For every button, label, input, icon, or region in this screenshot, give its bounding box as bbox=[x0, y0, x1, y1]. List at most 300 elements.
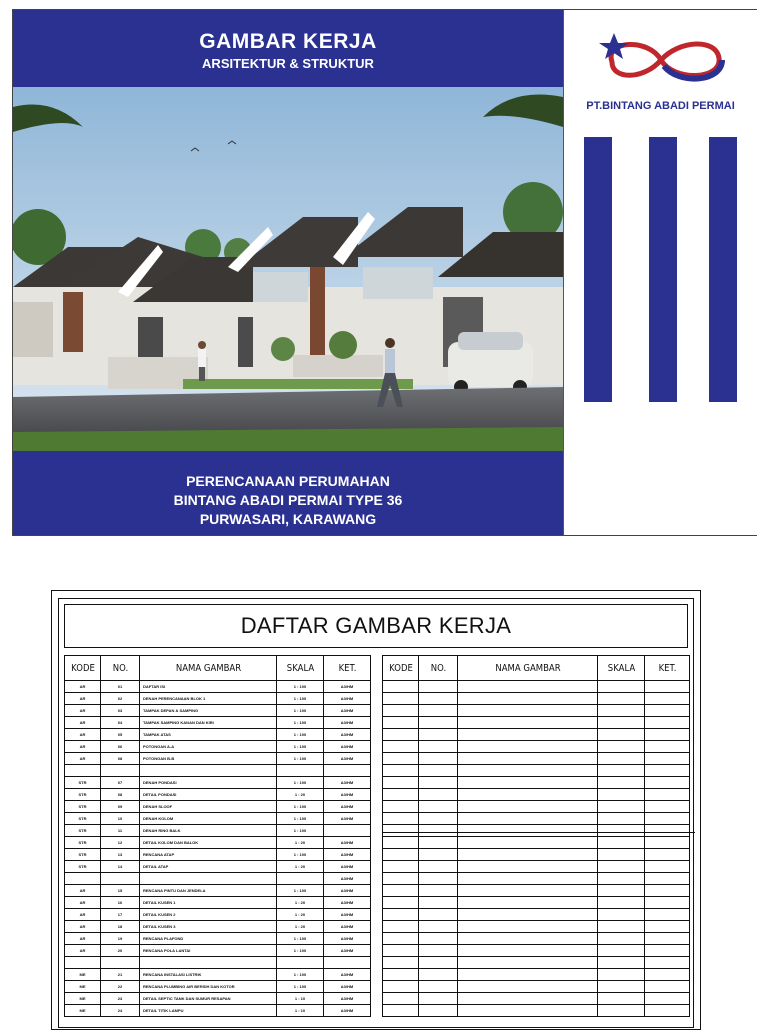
table-row-empty bbox=[383, 789, 690, 801]
table-header-row bbox=[383, 656, 690, 681]
table-row-empty bbox=[383, 765, 690, 777]
cell-no: 22 bbox=[101, 981, 140, 993]
empty-cell bbox=[645, 813, 690, 825]
table-row bbox=[65, 813, 371, 825]
empty-cell bbox=[598, 837, 645, 849]
cell-skala: 1 : 100 bbox=[277, 969, 324, 981]
cell-nama-gambar bbox=[140, 873, 277, 885]
cell-skala: 1 : 20 bbox=[277, 897, 324, 909]
empty-cell bbox=[383, 885, 419, 897]
table-row-empty bbox=[383, 693, 690, 705]
empty-cell bbox=[419, 921, 458, 933]
table-row bbox=[65, 981, 371, 993]
empty-cell bbox=[383, 753, 419, 765]
cell-kode bbox=[65, 765, 101, 777]
empty-cell bbox=[645, 693, 690, 705]
cell-kode: STR bbox=[65, 825, 101, 837]
col-header-ket: KET. bbox=[648, 656, 686, 681]
cover-right-panel bbox=[563, 10, 757, 535]
table-row-empty bbox=[383, 717, 690, 729]
empty-cell bbox=[645, 885, 690, 897]
empty-cell bbox=[645, 921, 690, 933]
empty-cell bbox=[458, 993, 598, 1005]
table-row bbox=[65, 705, 371, 717]
cell-kode: AR bbox=[65, 741, 101, 753]
table-row bbox=[65, 921, 371, 933]
cover-title: GAMBAR KERJA bbox=[199, 30, 377, 53]
table-row bbox=[65, 717, 371, 729]
empty-cell bbox=[598, 873, 645, 885]
title-band bbox=[13, 10, 563, 87]
cell-kode: STR bbox=[65, 789, 101, 801]
empty-cell bbox=[419, 849, 458, 861]
table-row bbox=[65, 957, 371, 969]
empty-cell bbox=[419, 957, 458, 969]
table-row-empty bbox=[383, 741, 690, 753]
empty-cell bbox=[645, 705, 690, 717]
cell-no bbox=[101, 873, 140, 885]
cell-kode: ME bbox=[65, 969, 101, 981]
empty-cell bbox=[645, 993, 690, 1005]
cell-no bbox=[101, 957, 140, 969]
cell-skala: 1 : 20 bbox=[277, 837, 324, 849]
cell-no: 11 bbox=[101, 825, 140, 837]
empty-cell bbox=[645, 981, 690, 993]
empty-cell bbox=[419, 897, 458, 909]
empty-cell bbox=[458, 909, 598, 921]
table-row-empty bbox=[383, 945, 690, 957]
empty-cell bbox=[419, 681, 458, 693]
empty-cell bbox=[419, 789, 458, 801]
empty-cell bbox=[383, 933, 419, 945]
table-row-empty bbox=[383, 801, 690, 813]
cell-ket: A3/HM bbox=[324, 741, 371, 753]
empty-cell bbox=[383, 921, 419, 933]
col-header-no: NO. bbox=[103, 656, 136, 681]
empty-cell bbox=[419, 813, 458, 825]
cell-no: 19 bbox=[101, 933, 140, 945]
cell-ket: A3/HM bbox=[324, 945, 371, 957]
blue-stripe-3 bbox=[709, 137, 737, 402]
empty-cell bbox=[383, 945, 419, 957]
cell-no: 08 bbox=[101, 789, 140, 801]
empty-cell bbox=[383, 909, 419, 921]
empty-cell bbox=[458, 717, 598, 729]
empty-cell bbox=[645, 801, 690, 813]
empty-cell bbox=[598, 885, 645, 897]
drawing-list-table-right bbox=[382, 655, 690, 1017]
cell-nama-gambar: TAMPAK ATAS bbox=[140, 729, 277, 741]
empty-cell bbox=[645, 945, 690, 957]
empty-cell bbox=[458, 897, 598, 909]
table-row bbox=[65, 765, 371, 777]
table-row-empty bbox=[383, 873, 690, 885]
empty-cell bbox=[598, 945, 645, 957]
cell-skala: 1 : 100 bbox=[277, 741, 324, 753]
table-row bbox=[65, 861, 371, 873]
blue-stripe-2 bbox=[649, 137, 677, 402]
cover-subtitle: ARSITEKTUR & STRUKTUR bbox=[202, 56, 374, 71]
table-row-empty bbox=[383, 909, 690, 921]
cell-skala: 1 : 100 bbox=[277, 933, 324, 945]
table-row bbox=[65, 801, 371, 813]
empty-cell bbox=[419, 837, 458, 849]
empty-cell bbox=[419, 1005, 458, 1017]
cell-no: 09 bbox=[101, 801, 140, 813]
empty-cell bbox=[383, 849, 419, 861]
cell-nama-gambar: DENAH PERENCANAAN BLOK 1 bbox=[140, 693, 277, 705]
cell-kode: AR bbox=[65, 705, 101, 717]
cell-kode: AR bbox=[65, 909, 101, 921]
cell-skala: 1 : 100 bbox=[277, 717, 324, 729]
empty-cell bbox=[645, 969, 690, 981]
col-header-no: NO. bbox=[421, 656, 454, 681]
empty-cell bbox=[419, 801, 458, 813]
project-line-2: BINTANG ABADI PERMAI TYPE 36 bbox=[173, 492, 403, 508]
cell-kode: STR bbox=[65, 861, 101, 873]
cell-no: 17 bbox=[101, 909, 140, 921]
empty-cell bbox=[458, 765, 598, 777]
empty-cell bbox=[458, 969, 598, 981]
empty-cell bbox=[458, 801, 598, 813]
empty-cell bbox=[419, 753, 458, 765]
cell-nama-gambar: DETAIL PONDASI bbox=[140, 789, 277, 801]
empty-cell bbox=[598, 933, 645, 945]
empty-cell bbox=[419, 705, 458, 717]
empty-cell bbox=[458, 957, 598, 969]
empty-cell bbox=[419, 765, 458, 777]
empty-cell bbox=[645, 825, 690, 837]
cell-skala bbox=[277, 957, 324, 969]
empty-cell bbox=[645, 681, 690, 693]
cell-nama-gambar: RENCANA INSTALASI LISTRIK bbox=[140, 969, 277, 981]
table-row bbox=[65, 993, 371, 1005]
table-row bbox=[65, 837, 371, 849]
cell-skala: 1 : 100 bbox=[277, 777, 324, 789]
empty-cell bbox=[383, 873, 419, 885]
table-row bbox=[65, 909, 371, 921]
empty-cell bbox=[645, 717, 690, 729]
empty-cell bbox=[645, 837, 690, 849]
table-row-empty bbox=[383, 993, 690, 1005]
cell-skala: 1 : 100 bbox=[277, 981, 324, 993]
cell-no: 13 bbox=[101, 849, 140, 861]
cell-ket: A3/HM bbox=[324, 777, 371, 789]
cell-nama-gambar: DETAIL ATAP bbox=[140, 861, 277, 873]
table-row-empty bbox=[383, 921, 690, 933]
cell-ket: A3/HM bbox=[324, 705, 371, 717]
table-row bbox=[65, 777, 371, 789]
cell-no: 08 bbox=[101, 753, 140, 765]
empty-cell bbox=[383, 813, 419, 825]
cell-ket: A3/HM bbox=[324, 693, 371, 705]
table-row bbox=[65, 885, 371, 897]
drawing-list-table-left bbox=[64, 655, 371, 1017]
empty-cell bbox=[458, 693, 598, 705]
empty-cell bbox=[645, 957, 690, 969]
project-line-1: PERENCANAAN PERUMAHAN bbox=[186, 473, 390, 489]
cell-nama-gambar: DENAH PONDASI bbox=[140, 777, 277, 789]
cell-nama-gambar: DENAH RING BALK bbox=[140, 825, 277, 837]
empty-cell bbox=[419, 969, 458, 981]
empty-cell bbox=[419, 933, 458, 945]
cell-ket: A3/HM bbox=[324, 717, 371, 729]
cell-ket: A3/HM bbox=[324, 801, 371, 813]
cell-ket: A3/HM bbox=[324, 885, 371, 897]
empty-cell bbox=[383, 957, 419, 969]
cell-no: 18 bbox=[101, 921, 140, 933]
empty-cell bbox=[598, 969, 645, 981]
cell-kode: STR bbox=[65, 837, 101, 849]
cell-ket: A3/HM bbox=[324, 1005, 371, 1017]
table-row-empty bbox=[383, 1005, 690, 1017]
col-header-nama-gambar: NAMA GAMBAR bbox=[150, 656, 266, 681]
empty-cell bbox=[383, 681, 419, 693]
table-row bbox=[65, 789, 371, 801]
cell-no: 24 bbox=[101, 1005, 140, 1017]
table-row-empty bbox=[383, 837, 690, 849]
cell-ket: A3/HM bbox=[324, 981, 371, 993]
cell-no: 10 bbox=[101, 813, 140, 825]
blue-stripe-1 bbox=[584, 137, 612, 402]
empty-cell bbox=[419, 993, 458, 1005]
cell-skala: 1 : 20 bbox=[277, 921, 324, 933]
empty-cell bbox=[383, 1005, 419, 1017]
cell-nama-gambar: TAMPAK SAMPING KANAN DAN KIRI bbox=[140, 717, 277, 729]
cell-skala: 1 : 100 bbox=[277, 885, 324, 897]
table-row bbox=[65, 1005, 371, 1017]
table-row-empty bbox=[383, 681, 690, 693]
cell-ket: A3/HM bbox=[324, 897, 371, 909]
col-header-kode: KODE bbox=[385, 656, 416, 681]
cell-ket: A3/HM bbox=[324, 753, 371, 765]
cell-skala: 1 : 20 bbox=[277, 789, 324, 801]
empty-cell bbox=[598, 897, 645, 909]
empty-cell bbox=[419, 885, 458, 897]
empty-cell bbox=[598, 1005, 645, 1017]
empty-cell bbox=[645, 861, 690, 873]
empty-cell bbox=[598, 705, 645, 717]
cell-ket bbox=[324, 825, 371, 837]
project-line-3: PURWASARI, KARAWANG bbox=[199, 511, 377, 527]
cell-no: 02 bbox=[101, 693, 140, 705]
table-row bbox=[65, 741, 371, 753]
empty-cell bbox=[419, 825, 458, 837]
cell-no: 03 bbox=[101, 705, 140, 717]
cell-nama-gambar: RENCANA POLA LANTAI bbox=[140, 945, 277, 957]
empty-cell bbox=[419, 741, 458, 753]
empty-cell bbox=[419, 861, 458, 873]
cell-skala: 1 : 100 bbox=[277, 681, 324, 693]
table-row-empty bbox=[383, 957, 690, 969]
cell-no: 01 bbox=[101, 681, 140, 693]
cell-no: 23 bbox=[101, 993, 140, 1005]
empty-cell bbox=[419, 693, 458, 705]
cell-kode bbox=[65, 957, 101, 969]
cell-ket bbox=[324, 765, 371, 777]
empty-cell bbox=[598, 729, 645, 741]
cell-nama-gambar: RENCANA PLAFOND bbox=[140, 933, 277, 945]
empty-cell bbox=[598, 777, 645, 789]
col-header-kode: KODE bbox=[67, 656, 98, 681]
empty-cell bbox=[645, 729, 690, 741]
empty-cell bbox=[645, 909, 690, 921]
cell-no: 14 bbox=[101, 861, 140, 873]
cell-ket: A3/HM bbox=[324, 993, 371, 1005]
cell-skala bbox=[277, 873, 324, 885]
empty-cell bbox=[383, 705, 419, 717]
empty-cell bbox=[645, 777, 690, 789]
house-rendering-image bbox=[13, 87, 563, 451]
table-row-empty bbox=[383, 753, 690, 765]
empty-cell bbox=[383, 897, 419, 909]
empty-cell bbox=[419, 717, 458, 729]
table-row bbox=[65, 933, 371, 945]
cell-skala: 1 : 100 bbox=[277, 801, 324, 813]
cell-ket: A3/HM bbox=[324, 789, 371, 801]
empty-cell bbox=[458, 753, 598, 765]
empty-cell bbox=[598, 681, 645, 693]
cell-no: 12 bbox=[101, 837, 140, 849]
cell-kode: AR bbox=[65, 693, 101, 705]
cell-kode: ME bbox=[65, 993, 101, 1005]
empty-cell bbox=[458, 885, 598, 897]
cell-ket: A3/HM bbox=[324, 837, 371, 849]
table-row bbox=[65, 897, 371, 909]
empty-cell bbox=[458, 813, 598, 825]
cell-kode: STR bbox=[65, 777, 101, 789]
empty-cell bbox=[598, 765, 645, 777]
cell-skala bbox=[277, 765, 324, 777]
table-row bbox=[65, 825, 371, 837]
empty-cell bbox=[645, 849, 690, 861]
cell-skala: 1 : 100 bbox=[277, 753, 324, 765]
cell-nama-gambar: DETAIL KOLOM DAN BALOK bbox=[140, 837, 277, 849]
cell-no: 16 bbox=[101, 897, 140, 909]
drawing-list-title: DAFTAR GAMBAR KERJA bbox=[64, 604, 688, 648]
empty-cell bbox=[383, 777, 419, 789]
empty-cell bbox=[645, 933, 690, 945]
empty-cell bbox=[458, 861, 598, 873]
cell-nama-gambar: DAFTAR ISI bbox=[140, 681, 277, 693]
cell-ket: A3/HM bbox=[324, 873, 371, 885]
cell-skala: 1 : 20 bbox=[277, 909, 324, 921]
cell-nama-gambar: DENAH KOLOM bbox=[140, 813, 277, 825]
table-row-empty bbox=[383, 813, 690, 825]
cell-skala: 1 : 100 bbox=[277, 813, 324, 825]
empty-cell bbox=[419, 909, 458, 921]
table-row bbox=[65, 753, 371, 765]
cell-kode: AR bbox=[65, 681, 101, 693]
cell-skala: 1 : 100 bbox=[277, 825, 324, 837]
cover-sheet bbox=[12, 9, 757, 536]
empty-cell bbox=[383, 765, 419, 777]
table-row bbox=[65, 681, 371, 693]
empty-cell bbox=[419, 981, 458, 993]
empty-cell bbox=[598, 993, 645, 1005]
cell-nama-gambar: RENCANA ATAP bbox=[140, 849, 277, 861]
empty-cell bbox=[458, 945, 598, 957]
cell-no: 07 bbox=[101, 777, 140, 789]
empty-cell bbox=[383, 993, 419, 1005]
cell-kode bbox=[65, 873, 101, 885]
empty-cell bbox=[645, 741, 690, 753]
empty-cell bbox=[598, 921, 645, 933]
empty-cell bbox=[598, 861, 645, 873]
cell-kode: AR bbox=[65, 945, 101, 957]
cover-left-panel bbox=[13, 10, 563, 535]
stray-rule-line bbox=[382, 832, 695, 833]
table-row-empty bbox=[383, 777, 690, 789]
empty-cell bbox=[419, 777, 458, 789]
empty-cell bbox=[458, 825, 598, 837]
empty-cell bbox=[598, 693, 645, 705]
table-row bbox=[65, 969, 371, 981]
empty-cell bbox=[598, 717, 645, 729]
empty-cell bbox=[383, 741, 419, 753]
empty-cell bbox=[458, 681, 598, 693]
empty-cell bbox=[458, 837, 598, 849]
empty-cell bbox=[458, 789, 598, 801]
col-header-ket: KET. bbox=[327, 656, 367, 681]
table-row-empty bbox=[383, 969, 690, 981]
empty-cell bbox=[645, 753, 690, 765]
empty-cell bbox=[598, 789, 645, 801]
empty-cell bbox=[458, 741, 598, 753]
cell-no: 06 bbox=[101, 741, 140, 753]
empty-cell bbox=[645, 765, 690, 777]
empty-cell bbox=[645, 897, 690, 909]
empty-cell bbox=[383, 801, 419, 813]
cell-nama-gambar: DETAIL TITIK LAMPU bbox=[140, 1005, 277, 1017]
cell-kode: STR bbox=[65, 813, 101, 825]
cell-nama-gambar: POTONGAN B-B bbox=[140, 753, 277, 765]
empty-cell bbox=[645, 789, 690, 801]
cell-skala: 1 : 10 bbox=[277, 993, 324, 1005]
cell-no: 04 bbox=[101, 717, 140, 729]
cell-ket: A3/HM bbox=[324, 969, 371, 981]
table-row-empty bbox=[383, 981, 690, 993]
cell-ket: A3/HM bbox=[324, 813, 371, 825]
cell-kode: ME bbox=[65, 1005, 101, 1017]
table-row-empty bbox=[383, 705, 690, 717]
cell-nama-gambar: DETAIL SEPTIC TANK DAN SUMUR RESAPAN bbox=[140, 993, 277, 1005]
cell-nama-gambar: DETAIL KUSEN 3 bbox=[140, 921, 277, 933]
cell-skala: 1 : 20 bbox=[277, 861, 324, 873]
cell-ket: A3/HM bbox=[324, 921, 371, 933]
table-header-row bbox=[65, 656, 371, 681]
cell-kode: AR bbox=[65, 885, 101, 897]
company-name: PT.BINTANG ABADI PERMAI bbox=[586, 100, 735, 112]
table-row-empty bbox=[383, 933, 690, 945]
empty-cell bbox=[383, 861, 419, 873]
cell-no: 15 bbox=[101, 885, 140, 897]
empty-cell bbox=[458, 933, 598, 945]
empty-cell bbox=[458, 873, 598, 885]
cell-kode: AR bbox=[65, 921, 101, 933]
cell-kode: AR bbox=[65, 753, 101, 765]
cell-ket: A3/HM bbox=[324, 933, 371, 945]
cell-no: 20 bbox=[101, 945, 140, 957]
empty-cell bbox=[645, 1005, 690, 1017]
table-row bbox=[65, 693, 371, 705]
cell-kode: STR bbox=[65, 801, 101, 813]
table-row bbox=[65, 873, 371, 885]
cell-nama-gambar: TAMPAK DEPAN & SAMPING bbox=[140, 705, 277, 717]
table-row-empty bbox=[383, 849, 690, 861]
empty-cell bbox=[458, 777, 598, 789]
cell-skala: 1 : 100 bbox=[277, 729, 324, 741]
